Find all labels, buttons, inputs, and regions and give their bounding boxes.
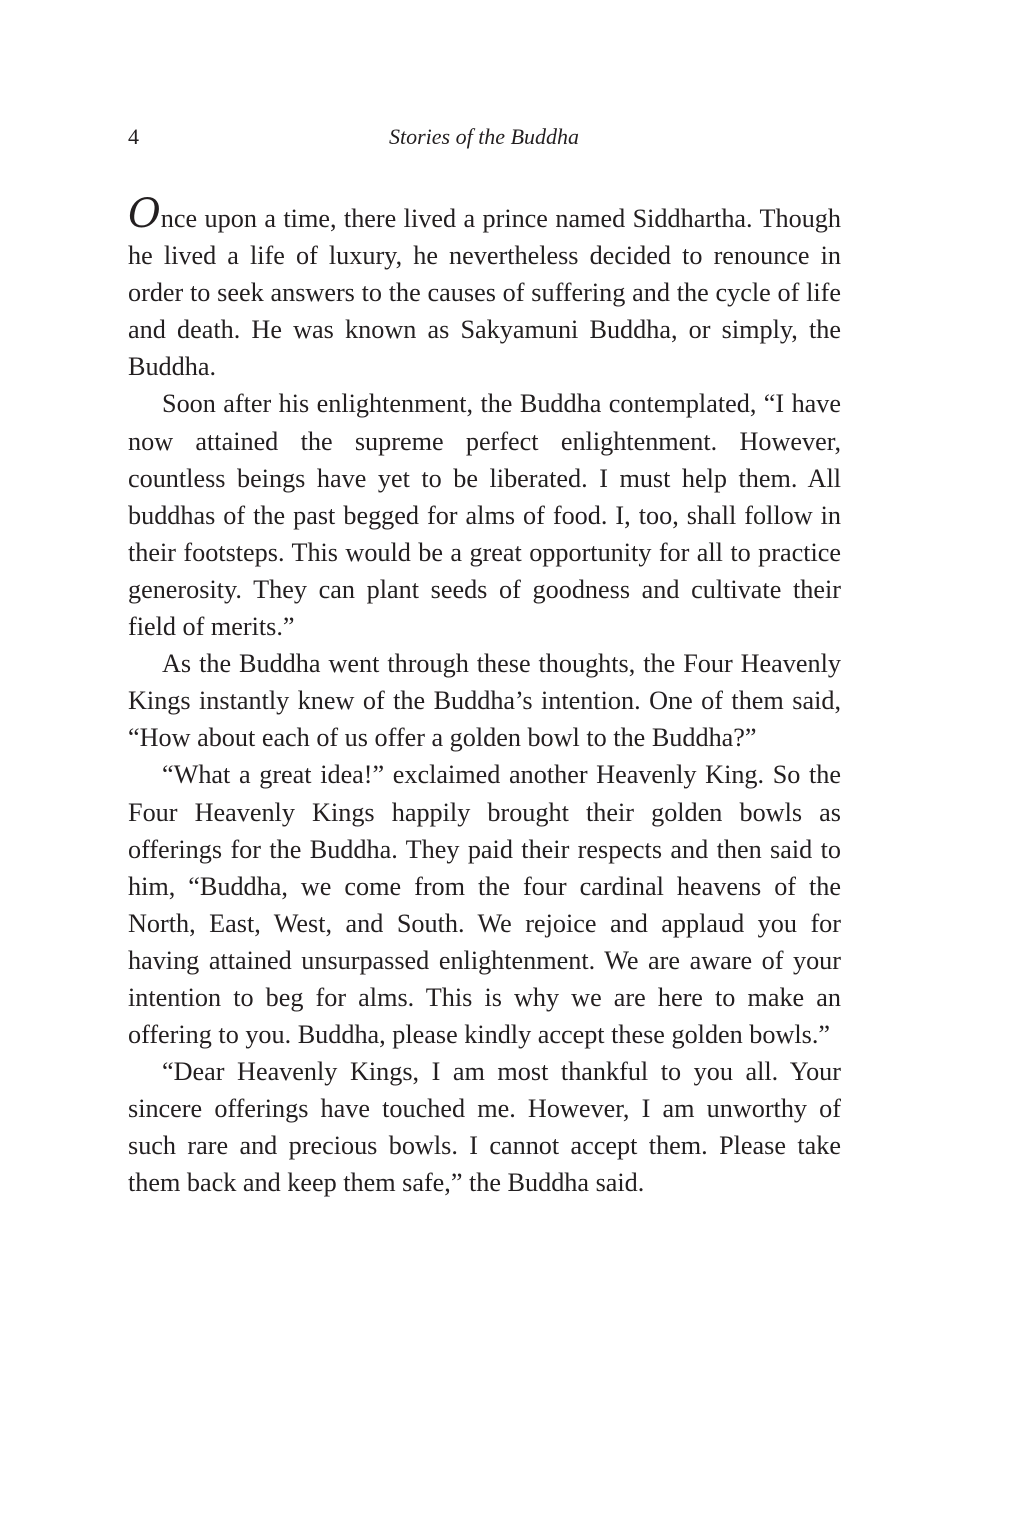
paragraph-1 [128, 191, 841, 385]
paragraph-4: “What a great idea!” exclaimed another Heavenly King. So the Four Heavenly Kings happily brought their golden bowls as offerings for the Buddha. They paid their respects and then said to him, “Buddha, we come from the four cardinal heavens of the North, East, West, and South. We rejoice and applaud you for having attained unsurpassed enlightenment. We are aware of your intention to beg for alms. This is why we are here to make an offering to you. Buddha, please kindly accept these golden bowls.” [128, 760, 841, 1050]
book-title: Stories of the Buddha [388, 124, 580, 149]
paragraph-3: As the Buddha went through these thoughts, the Four Heavenly Kings instantly knew of the Buddha’s intention. One of them said, “How about each of us offer a golden bowl to the Buddha?” [128, 649, 841, 753]
paragraph-1-text: nce upon a time, there lived a prince named Siddhartha. Though he lived a life of luxury, he nevertheless decided to renounce in order to seek answers to the causes of suffering and the cycle of life and death. He was known as Sakyamuni Buddha, or simply, the Buddha. [128, 204, 841, 382]
paragraph-2: Soon after his enlightenment, the Buddha contemplated, “I have now attained the supreme perfect enlightenment. However, countless beings have yet to be liberated. I must help them. All buddhas of the past begged for alms of food. I, too, shall follow in their footsteps. This would be a great opportunity for all to practice generosity. They can plant seeds of goodness and cultivate their field of merits.” [128, 389, 841, 642]
page-number: 4 [128, 124, 139, 149]
body-text [128, 191, 841, 1202]
paragraph-5: “Dear Heavenly Kings, I am most thankful to you all. Your sincere offerings have touched me. However, I am unworthy of such rare and precious bowls. I cannot accept them. Please take them back and keep them safe,” the Buddha said. [128, 1057, 841, 1198]
running-head [0, 122, 1024, 156]
decorative-initial: O [128, 191, 160, 237]
